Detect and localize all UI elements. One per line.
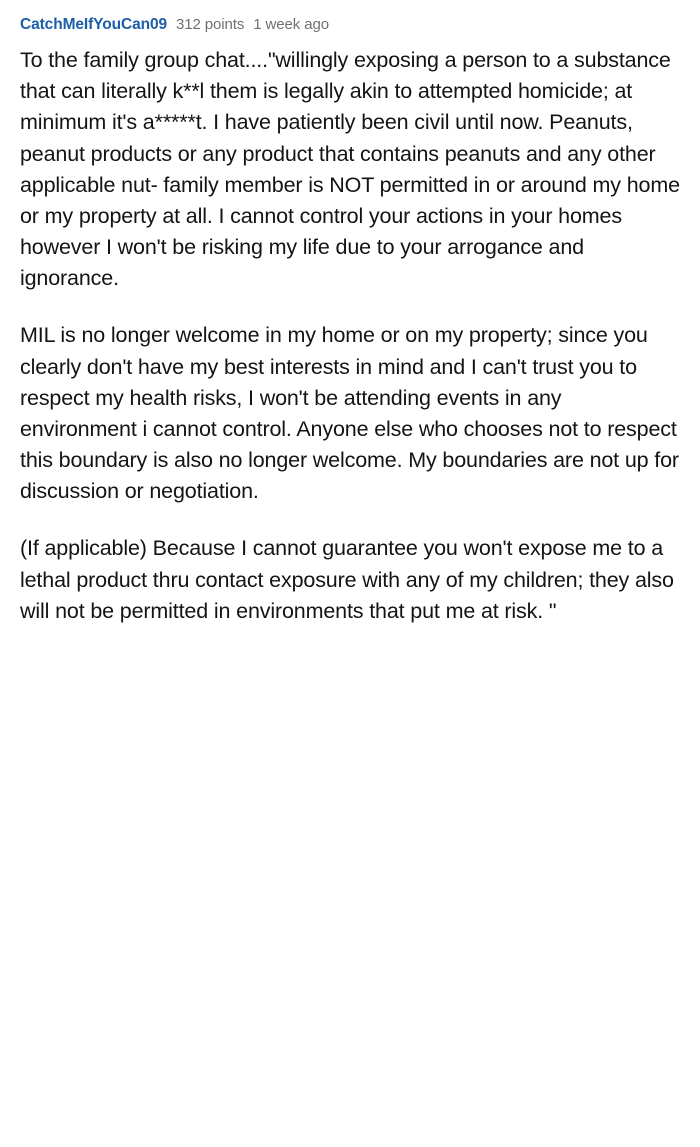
comment-paragraph: (If applicable) Because I cannot guarantee you won't expose me to a lethal product thru contact exposure with any of my children; they also will not be permitted in environments that put me at risk. " <box>20 536 674 623</box>
comment-body <box>20 45 680 627</box>
comment-points: 312 points <box>176 16 245 33</box>
comment-timestamp: 1 week ago <box>253 16 329 33</box>
comment-paragraph: To the family group chat...."willingly exposing a person to a substance that can literally k**l them is legally akin to attempted homicide; at minimum it's a*****t. I have patiently been civil until now. Peanuts, peanut products or any product that contains peanuts and any other applicable nut- family member is NOT permitted in or around my home or my property at all. I cannot control your actions in your homes however I won't be risking my life due to your arrogance and ignorance. <box>20 48 680 291</box>
comment-header <box>20 16 680 34</box>
comment-paragraph: MIL is no longer welcome in my home or on my property; since you clearly don't have my best interests in mind and I can't trust you to respect my health risks, I won't be attending events in any environment i cannot control. Anyone else who chooses not to respect this boundary is also no longer welcome. My boundaries are not up for discussion or negotiation. <box>20 323 679 504</box>
comment-author[interactable]: CatchMeIfYouCan09 <box>20 16 168 33</box>
